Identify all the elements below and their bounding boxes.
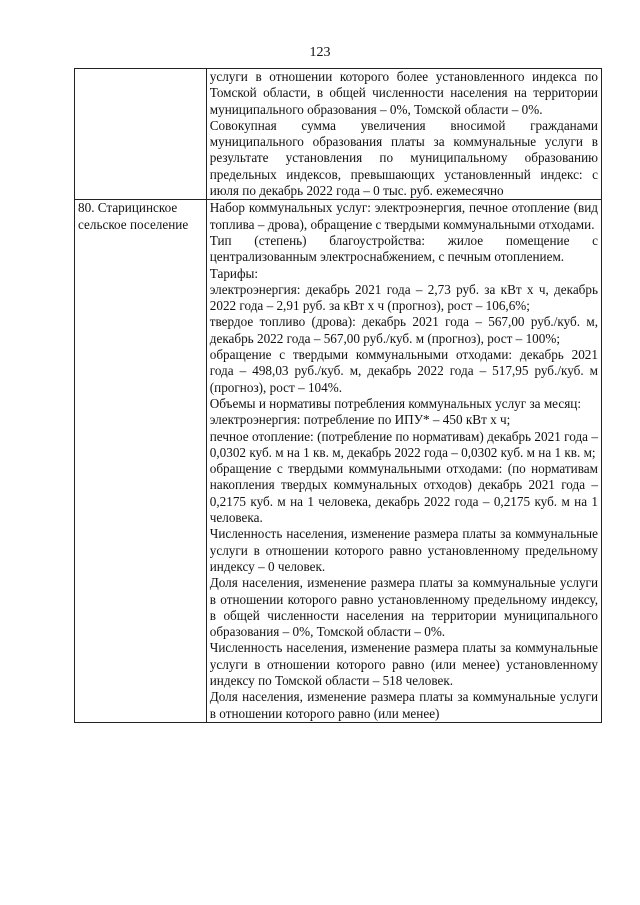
paragraph: услуги в отношении которого более установленного индекса по Томской области, в общей численности населения на территории муниципального образования – 0%, Томской области – 0%.	[209, 69, 598, 117]
paragraph: Доля населения, изменение размера платы за коммунальные услуги в отношении которого равно установленному предельному индексу, в общей численности населения на территории муниципального образования – 0%, Томской области – 0%.	[209, 575, 598, 640]
paragraph: Тарифы:	[209, 265, 259, 281]
paragraph: Численность населения, изменение размера платы за коммунальные услуги в отношении которого равно (или менее) установленному индексу по Томской области – 518 человек.	[209, 640, 598, 688]
tariff-table	[74, 68, 602, 723]
paragraph: обращение с твердыми коммунальными отходами: (по нормативам накопления твердых коммунальных отходов) декабрь 2021 года – 0,2175 куб. м на 1 человека, декабрь 2022 года – 0,2175 куб. м на 1 человека.	[209, 461, 598, 526]
description-cell	[206, 69, 601, 200]
page-number: 123	[309, 45, 331, 60]
paragraph: Совокупная сумма увеличения вносимой гражданами муниципального образования платы за коммунальные услуги в результате установления по муниципальному образованию предельных индексов, превышающих установленный индекс: с июля по декабрь 2022 года – 0 тыс. руб. ежемесячно	[209, 117, 598, 199]
municipality-name: 80. Старицинское сельское поселение	[78, 200, 189, 232]
table-row	[75, 200, 602, 723]
paragraph: Численность населения, изменение размера платы за коммунальные услуги в отношении которого равно установленному предельному индексу – 0 человек.	[209, 526, 598, 574]
paragraph: Доля населения, изменение размера платы за коммунальные услуги в отношении которого равно (или менее)	[209, 689, 598, 721]
description-cell	[206, 200, 601, 723]
paragraph: Тип (степень) благоустройства: жилое помещение с централизованным электроснабжением, с печным отоплением.	[209, 232, 598, 265]
paragraph: Объемы и нормативы потребления коммунальных услуг за месяц:	[209, 395, 581, 411]
municipality-cell	[75, 69, 207, 200]
paragraph: Набор коммунальных услуг: электроэнергия, печное отопление (вид топлива – дрова), обращение с твердыми коммунальными отходами.	[209, 200, 598, 232]
paragraph: электроэнергия: потребление по ИПУ* – 450 кВт х ч;	[209, 412, 511, 428]
municipality-cell	[75, 200, 207, 723]
paragraph: твердое топливо (дрова): декабрь 2021 года – 567,00 руб./куб. м, декабрь 2022 года – 567,00 руб./куб. м (прогноз), рост – 100%;	[209, 314, 598, 346]
paragraph: печное отопление: (потребление по нормативам) декабрь 2021 года – 0,0302 куб. м на 1 кв. м, декабрь 2022 года – 0,0302 куб. м на 1 кв. м;	[209, 428, 598, 460]
table-row	[75, 69, 602, 200]
paragraph: обращение с твердыми коммунальными отходами: декабрь 2021 года – 498,03 руб./куб. м, декабрь 2022 года – 517,95 руб./куб. м (прогноз), рост – 104%.	[209, 347, 598, 395]
paragraph: электроэнергия: декабрь 2021 года – 2,73 руб. за кВт х ч, декабрь 2022 года – 2,91 руб. за кВт х ч (прогноз), рост – 106,6%;	[209, 281, 598, 314]
